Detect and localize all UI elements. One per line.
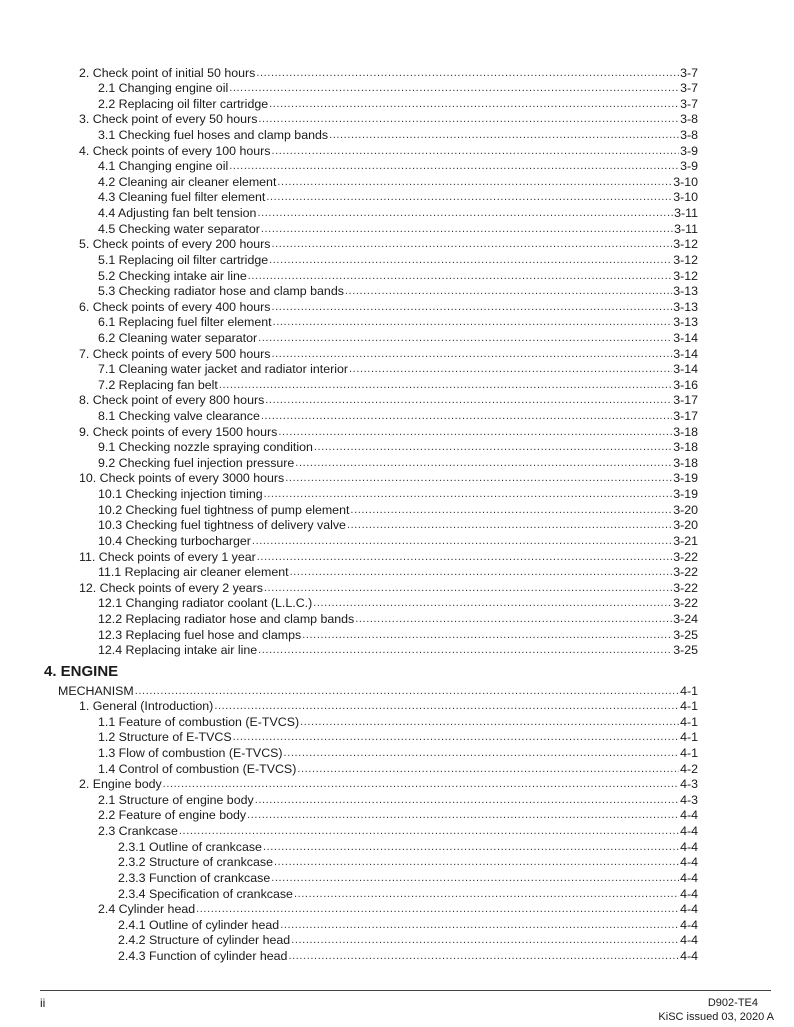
toc-entry[interactable]	[0, 698, 794, 714]
toc-entry-label: 2.3.1 Outline of crankcase	[118, 839, 262, 854]
toc-dot-leader	[196, 902, 679, 916]
toc-entry-label: 12.3 Replacing fuel hose and clamps	[98, 627, 302, 642]
toc-entry-page: 3-24	[673, 611, 698, 626]
toc-dot-leader	[349, 362, 672, 376]
toc-entry-page: 4-1	[680, 746, 698, 761]
footer-divider	[40, 990, 771, 991]
toc-entry-page: 4-4	[680, 902, 698, 917]
toc-entry-page: 3-10	[673, 190, 698, 205]
toc-entry-page: 3-8	[680, 112, 698, 127]
toc-entry[interactable]	[0, 158, 794, 174]
toc-entry[interactable]	[0, 126, 794, 142]
toc-entry-page: 4-1	[680, 683, 698, 698]
toc-dot-leader	[248, 269, 672, 283]
toc-entry-page: 4-3	[680, 792, 698, 807]
toc-dot-leader	[294, 887, 679, 901]
toc-entry-page: 4-1	[680, 699, 698, 714]
toc-dot-leader	[271, 871, 679, 885]
toc-entry-page: 3-20	[673, 518, 698, 533]
toc-dot-leader	[214, 699, 679, 713]
toc-dot-leader	[266, 190, 672, 204]
toc-entry-label: 2.4.2 Structure of cylinder head	[118, 933, 291, 948]
toc-entry-label: 10. Check points of every 3000 hours	[79, 471, 285, 486]
toc-entry[interactable]	[0, 682, 794, 698]
toc-entry-page: 3-14	[673, 330, 698, 345]
toc-dot-leader	[135, 684, 679, 698]
toc-entry[interactable]	[0, 932, 794, 948]
toc-entry-page: 4-4	[680, 886, 698, 901]
toc-entry[interactable]	[0, 111, 794, 127]
toc-dot-leader	[271, 300, 672, 314]
toc-entry[interactable]	[0, 744, 794, 760]
toc-entry-label: 2. Check point of initial 50 hours	[79, 65, 256, 80]
toc-entry-page: 3-11	[674, 221, 698, 236]
toc-entry-label: 1.2 Structure of E-TVCS	[98, 730, 232, 745]
toc-entry-label: 5.2 Checking intake air line	[98, 268, 247, 283]
toc-dot-leader	[258, 112, 679, 126]
toc-entry-page: 3-7	[680, 65, 698, 80]
toc-entry-label: 2.4 Cylinder head	[98, 902, 196, 917]
toc-entry-page: 3-25	[673, 627, 698, 642]
toc-entry[interactable]	[0, 220, 794, 236]
toc-dot-leader	[280, 918, 679, 932]
toc-entry[interactable]	[0, 283, 794, 299]
toc-list-maintenance	[0, 64, 794, 657]
toc-dot-leader	[247, 808, 679, 822]
toc-entry-label: 3.1 Checking fuel hoses and clamp bands	[98, 128, 329, 143]
toc-entry-page: 4-3	[680, 777, 698, 792]
toc-entry[interactable]	[0, 854, 794, 870]
toc-dot-leader	[264, 581, 672, 595]
toc-entry-label: 9.1 Checking nozzle spraying condition	[98, 440, 313, 455]
toc-entry-page: 3-22	[673, 565, 698, 580]
toc-entry-page: 4-4	[680, 855, 698, 870]
toc-entry-page: 3-14	[673, 346, 698, 361]
toc-entry-page: 3-11	[674, 206, 698, 221]
toc-entry-label: 2. Engine body	[79, 777, 162, 792]
toc-entry-page: 4-1	[680, 730, 698, 745]
toc-entry-page: 4-4	[680, 948, 698, 963]
toc-entry-label: 4.5 Checking water separator	[98, 221, 260, 236]
toc-entry[interactable]	[0, 392, 794, 408]
toc-entry[interactable]	[0, 95, 794, 111]
toc-entry-page: 3-13	[673, 315, 698, 330]
toc-dot-leader	[300, 715, 679, 729]
toc-dot-leader	[355, 612, 672, 626]
toc-entry-page: 3-9	[680, 143, 698, 158]
toc-entry-label: 3. Check point of every 50 hours	[79, 112, 258, 127]
toc-entry-page: 3-21	[673, 533, 698, 548]
toc-dot-leader	[284, 746, 680, 760]
toc-entry[interactable]	[0, 501, 794, 517]
toc-entry-label: 7.1 Cleaning water jacket and radiator interior	[98, 362, 349, 377]
toc-entry-label: 6. Check points of every 400 hours	[79, 299, 271, 314]
toc-dot-leader	[256, 66, 679, 80]
toc-entry-page: 3-7	[680, 96, 698, 111]
toc-entry[interactable]	[0, 579, 794, 595]
toc-dot-leader	[255, 793, 679, 807]
toc-dot-leader	[258, 643, 672, 657]
toc-dot-leader	[273, 315, 673, 329]
toc-entry[interactable]	[0, 189, 794, 205]
toc-dot-leader	[271, 347, 672, 361]
toc-entry-label: 4.4 Adjusting fan belt tension	[98, 206, 257, 221]
toc-entry-page: 3-20	[673, 502, 698, 517]
toc-entry[interactable]	[0, 314, 794, 330]
toc-dot-leader	[269, 97, 679, 111]
toc-entry[interactable]	[0, 626, 794, 642]
toc-dot-leader	[265, 393, 672, 407]
toc-entry-page: 4-4	[680, 839, 698, 854]
toc-dot-leader	[264, 487, 673, 501]
toc-entry-page: 3-22	[673, 596, 698, 611]
toc-entry[interactable]	[0, 485, 794, 501]
toc-entry[interactable]	[0, 517, 794, 533]
toc-dot-leader	[271, 237, 672, 251]
toc-entry-page: 3-22	[673, 580, 698, 595]
toc-entry[interactable]	[0, 173, 794, 189]
toc-entry-page: 3-10	[673, 174, 698, 189]
toc-dot-leader	[257, 550, 672, 564]
toc-entry-page: 4-1	[680, 714, 698, 729]
toc-entry[interactable]	[0, 564, 794, 580]
toc-entry-label: 7. Check points of every 500 hours	[79, 346, 271, 361]
toc-dot-leader	[229, 159, 679, 173]
toc-dot-leader	[219, 378, 672, 392]
toc-entry[interactable]	[0, 361, 794, 377]
toc-entry-label: 8. Check point of every 800 hours	[79, 393, 265, 408]
toc-entry-label: 2.4.3 Function of cylinder head	[118, 948, 288, 963]
toc-entry-label: 9. Check points of every 1500 hours	[79, 424, 278, 439]
toc-dot-leader	[229, 81, 679, 95]
toc-entry[interactable]	[0, 298, 794, 314]
toc-entry[interactable]	[0, 454, 794, 470]
toc-entry-label: 2.3.3 Function of crankcase	[118, 870, 271, 885]
toc-entry-label: 1. General (Introduction)	[79, 699, 214, 714]
toc-dot-leader	[290, 565, 673, 579]
toc-entry-page: 3-18	[673, 440, 698, 455]
toc-entry-label: 1.3 Flow of combustion (E-TVCS)	[98, 746, 283, 761]
toc-entry-page: 3-17	[673, 393, 698, 408]
toc-entry[interactable]	[0, 642, 794, 658]
toc-entry-label: 2.3.2 Structure of crankcase	[118, 855, 273, 870]
toc-entry-page: 4-4	[680, 808, 698, 823]
toc-entry-label: 2.2 Replacing oil filter cartridge	[98, 96, 269, 111]
toc-entry-page: 3-13	[673, 284, 698, 299]
toc-entry-label: 2.4.1 Outline of cylinder head	[118, 917, 280, 932]
toc-entry-label: 4.2 Cleaning air cleaner element	[98, 174, 277, 189]
section-title: 4. ENGINE	[44, 663, 119, 680]
toc-entry[interactable]	[0, 532, 794, 548]
toc-entry[interactable]	[0, 470, 794, 486]
toc-entry-label: 11.1 Replacing air cleaner element	[98, 565, 289, 580]
toc-entry-label: 4. Check points of every 100 hours	[79, 143, 271, 158]
toc-entry-page: 3-25	[673, 643, 698, 658]
toc-dot-leader	[269, 253, 672, 267]
toc-entry-page: 4-4	[680, 824, 698, 839]
toc-dot-leader	[314, 440, 672, 454]
toc-entry-label: 10.4 Checking turbocharger	[98, 533, 251, 548]
toc-entry[interactable]	[0, 595, 794, 611]
toc-entry[interactable]	[0, 791, 794, 807]
toc-entry-page: 4-4	[680, 870, 698, 885]
toc-entry-label: 12.1 Changing radiator coolant (L.L.C.)	[98, 596, 313, 611]
toc-entry[interactable]	[0, 376, 794, 392]
toc-entry-label: 5.1 Replacing oil filter cartridge	[98, 252, 269, 267]
toc-entry[interactable]	[0, 869, 794, 885]
toc-dot-leader	[257, 206, 673, 220]
toc-entry-label: 12.2 Replacing radiator hose and clamp bands	[98, 611, 355, 626]
toc-entry-label: 4.1 Changing engine oil	[98, 159, 229, 174]
toc-entry-label: 6.2 Cleaning water separator	[98, 330, 258, 345]
toc-entry-page: 3-8	[680, 128, 698, 143]
footer-page-number: ii	[40, 996, 46, 1010]
toc-entry-label: 1.4 Control of combustion (E-TVCS)	[98, 761, 297, 776]
toc-dot-leader	[285, 471, 672, 485]
toc-entry[interactable]	[0, 610, 794, 626]
toc-entry[interactable]	[0, 64, 794, 80]
toc-dot-leader	[345, 284, 672, 298]
toc-dot-leader	[291, 933, 679, 947]
toc-dot-leader	[258, 331, 672, 345]
toc-entry[interactable]	[0, 439, 794, 455]
footer-issue: KiSC issued 03, 2020 A	[658, 1011, 774, 1023]
toc-entry[interactable]	[0, 713, 794, 729]
toc-entry[interactable]	[0, 548, 794, 564]
toc-entry-page: 3-19	[673, 471, 698, 486]
toc-entry-page: 3-12	[673, 237, 698, 252]
toc-entry[interactable]	[0, 947, 794, 963]
toc-entry-page: 3-17	[673, 409, 698, 424]
toc-dot-leader	[261, 222, 673, 236]
toc-entry-page: 3-16	[673, 377, 698, 392]
toc-entry[interactable]	[0, 204, 794, 220]
toc-entry[interactable]	[0, 142, 794, 158]
toc-entry-label: 2.2 Feature of engine body	[98, 808, 247, 823]
toc-entry-page: 4-2	[680, 761, 698, 776]
toc-dot-leader	[277, 175, 672, 189]
toc-entry-page: 3-18	[673, 424, 698, 439]
toc-entry-label: 7.2 Replacing fan belt	[98, 377, 218, 392]
toc-entry-label: 1.1 Feature of combustion (E-TVCS)	[98, 714, 300, 729]
toc-entry[interactable]	[0, 885, 794, 901]
toc-entry-label: 12.4 Replacing intake air line	[98, 643, 258, 658]
toc-list-engine	[0, 682, 794, 963]
toc-entry-label: 10.1 Checking injection timing	[98, 487, 263, 502]
toc-entry-label: 8.1 Checking valve clearance	[98, 409, 260, 424]
toc-entry-label: 2.1 Structure of engine body	[98, 792, 254, 807]
toc-entry-label: 5.3 Checking radiator hose and clamp bands	[98, 284, 344, 299]
toc-dot-leader	[163, 777, 679, 791]
toc-entry-label: 2.3.4 Specification of crankcase	[118, 886, 293, 901]
toc-entry-label: 9.2 Checking fuel injection pressure	[98, 455, 295, 470]
toc-entry[interactable]	[0, 901, 794, 917]
toc-entry-page: 3-12	[673, 268, 698, 283]
footer-model: D902-TE4	[707, 997, 758, 1009]
toc-dot-leader	[278, 425, 672, 439]
toc-entry[interactable]	[0, 807, 794, 823]
toc-entry[interactable]	[0, 838, 794, 854]
toc-entry-page: 3-22	[673, 549, 698, 564]
toc-entry-label: 2.3 Crankcase	[98, 824, 178, 839]
toc-dot-leader	[297, 762, 679, 776]
toc-dot-leader	[179, 824, 679, 838]
toc-dot-leader	[271, 144, 679, 158]
toc-entry[interactable]	[0, 80, 794, 96]
toc-entry-page: 3-9	[680, 159, 698, 174]
toc-dot-leader	[288, 949, 679, 963]
toc-entry-page: 3-18	[673, 455, 698, 470]
toc-entry-label: 11. Check points of every 1 year	[79, 549, 256, 564]
toc-entry[interactable]	[0, 407, 794, 423]
toc-entry-label: MECHANISM	[58, 683, 134, 698]
toc-entry[interactable]	[0, 776, 794, 792]
toc-entry-page: 3-14	[673, 362, 698, 377]
toc-dot-leader	[329, 128, 679, 142]
toc-dot-leader	[350, 503, 672, 517]
toc-dot-leader	[302, 628, 672, 642]
toc-entry[interactable]	[0, 251, 794, 267]
toc-entry-label: 10.3 Checking fuel tightness of delivery valve	[98, 518, 346, 533]
toc-entry[interactable]	[0, 423, 794, 439]
toc-dot-leader	[263, 840, 679, 854]
toc-dot-leader	[252, 534, 672, 548]
toc-entry-label: 10.2 Checking fuel tightness of pump element	[98, 502, 350, 517]
toc-entry-page: 4-4	[680, 933, 698, 948]
toc-entry[interactable]	[0, 729, 794, 745]
toc-entry[interactable]	[0, 760, 794, 776]
toc-dot-leader	[347, 518, 672, 532]
toc-dot-leader	[261, 409, 672, 423]
toc-entry-page: 3-13	[673, 299, 698, 314]
toc-entry-page: 4-4	[680, 917, 698, 932]
toc-dot-leader	[295, 456, 672, 470]
toc-entry[interactable]	[0, 236, 794, 252]
toc-dot-leader	[313, 596, 672, 610]
toc-entry[interactable]	[0, 329, 794, 345]
toc-entry[interactable]	[0, 267, 794, 283]
toc-entry-label: 2.1 Changing engine oil	[98, 81, 229, 96]
toc-entry-label: 6.1 Replacing fuel filter element	[98, 315, 272, 330]
toc-entry-page: 3-12	[673, 252, 698, 267]
toc-entry-label: 12. Check points of every 2 years	[79, 580, 263, 595]
toc-entry-label: 4.3 Cleaning fuel filter element	[98, 190, 266, 205]
toc-entry-page: 3-7	[680, 81, 698, 96]
toc-dot-leader	[274, 855, 679, 869]
toc-entry[interactable]	[0, 916, 794, 932]
toc-entry[interactable]	[0, 345, 794, 361]
toc-entry[interactable]	[0, 822, 794, 838]
toc-entry-page: 3-19	[673, 487, 698, 502]
toc-dot-leader	[233, 730, 679, 744]
toc-entry-label: 5. Check points of every 200 hours	[79, 237, 271, 252]
